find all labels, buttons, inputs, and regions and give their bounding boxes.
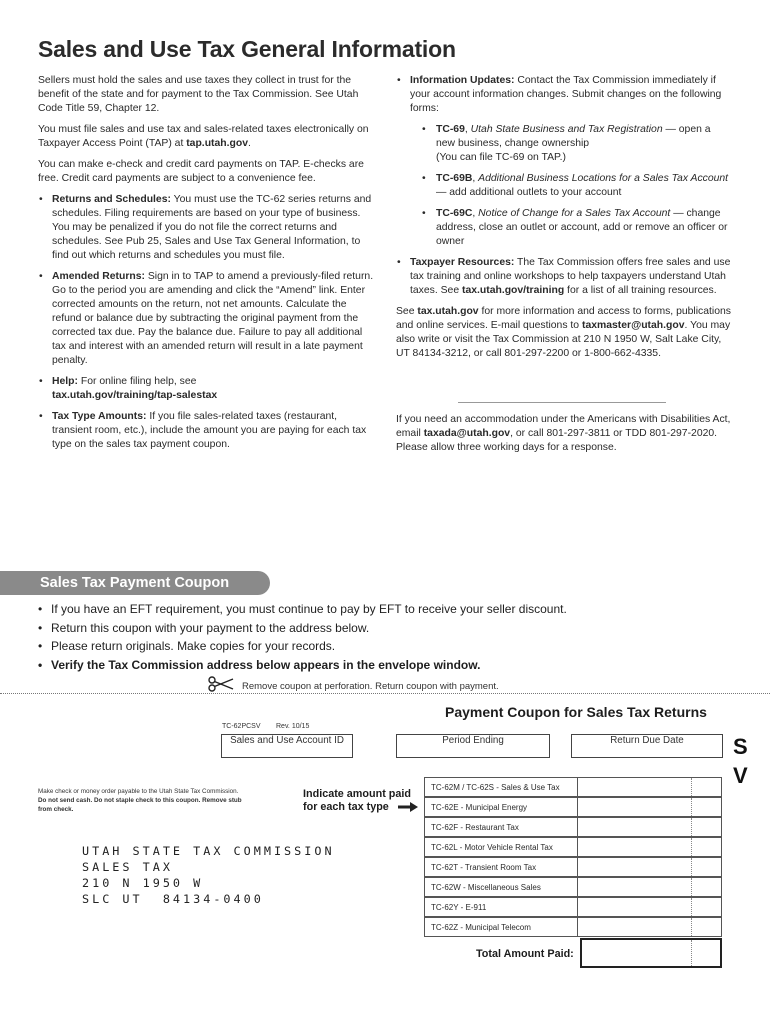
training-resources-link[interactable]: tax.utah.gov/training (461, 285, 565, 296)
taxada-email[interactable]: taxada@utah.gov (423, 428, 511, 439)
side-letters: S V (733, 734, 748, 788)
tax-utah-link[interactable]: tax.utah.gov (417, 306, 479, 317)
table-row[interactable]: TC-62Y - E-911 (424, 897, 722, 917)
total-amount-field[interactable] (580, 938, 722, 968)
taxpayer-resources-item: • Taxpayer Resources: The Tax Commission offers free sales and use tax training and online workshops to help taxpayers understand Utah taxes. See tax.utah.gov/training for a list of all training resources. (396, 256, 732, 298)
period-ending-field[interactable]: Period Ending (396, 734, 550, 758)
table-row[interactable]: TC-62W - Miscellaneous Sales (424, 877, 722, 897)
table-row[interactable]: TC-62F - Restaurant Tax (424, 817, 722, 837)
list-item: • Return this coupon with your payment to the address below. (38, 619, 567, 638)
coupon-instructions (38, 600, 567, 674)
information-updates-item: • Information Updates: Contact the Tax Commission immediately if your account information changes. Submit changes on the following forms: (396, 74, 732, 116)
table-row[interactable]: TC-62M / TC-62S - Sales & Use Tax (424, 777, 722, 797)
help-item: • Help: For online filing help, see tax.utah.gov/training/tap-salestax (38, 375, 376, 403)
right-column (396, 74, 732, 368)
tax-type-amounts-item: • Tax Type Amounts: If you file sales-related taxes (restaurant, transient room, etc.), include the amount you are paying for each tax type on the sales tax payment coupon. (38, 410, 376, 452)
contact-paragraph: See tax.utah.gov for more information and access to forms, publications and online services. E-mail questions to taxmaster@utah.gov. You may also write or visit the Tax Commission at 210 N 1950 W, Salt Lake City, UT 84134-3212, or call 801-297-2200 or 1-800-662-4335. (396, 306, 731, 359)
arrow-right-icon (398, 802, 418, 812)
indicate-amount-label: Indicate amount paid for each tax type (303, 788, 411, 813)
list-item: • Please return originals. Make copies for your records. (38, 637, 567, 656)
payment-note: Make check or money order payable to the Utah State Tax Commission. Do not send cash. Do not staple check to this coupon. Remove stub from check. (38, 788, 242, 813)
tap-link[interactable]: tap.utah.gov (186, 138, 248, 149)
tc69c-item: • TC-69C, Notice of Change for a Sales Tax Account — change address, close an outlet or account, add or remove an officer or owner (396, 207, 732, 249)
scissors-icon (208, 676, 234, 692)
perforation-instruction: Remove coupon at perforation. Return coupon with payment. (242, 681, 499, 692)
returns-schedules-item: • Returns and Schedules: You must use the TC-62 series returns and schedules. Filing requirements are based on your type of business. You may be penalized if you do not file the correct returns and schedules. See Pub 25, Sales and Use Tax General Information, to find out which returns and schedules you must file. (38, 193, 376, 263)
page-title: Sales and Use Tax General Information (38, 36, 456, 62)
training-link[interactable]: tax.utah.gov/training/tap-salestax (52, 390, 218, 401)
coupon-title: Payment Coupon for Sales Tax Returns (445, 704, 707, 720)
table-row[interactable]: TC-62T - Transient Room Tax (424, 857, 722, 877)
list-item: • Verify the Tax Commission address below appears in the envelope window. (38, 656, 567, 675)
ada-paragraph: If you need an accommodation under the Americans with Disabilities Act, email taxada@utah.gov, or call 801-297-3811 or TDD 801-297-2020. Please allow three working days for a response. (396, 414, 731, 453)
list-item: • If you have an EFT requirement, you must continue to pay by EFT to receive your seller discount. (38, 600, 567, 619)
section-divider (458, 402, 666, 403)
trust-paragraph: Sellers must hold the sales and use taxes they collect in trust for the benefit of the state and for payment to the Tax Commission. See Utah Code Title 59, Chapter 12. (38, 75, 359, 114)
form-id: TC-62PCSV (222, 723, 261, 730)
left-column (38, 74, 376, 459)
coupon-section-banner: Sales Tax Payment Coupon (0, 571, 270, 595)
mailing-address: UTAH STATE TAX COMMISSION SALES TAX 210 N 1950 W SLC UT 84134-0400 (82, 844, 335, 906)
total-amount-label: Total Amount Paid: (476, 948, 574, 960)
payments-paragraph: You can make e-check and credit card payments on TAP. E-checks are free. Credit card payments are subject to a convenience fee. (38, 159, 364, 184)
electronic-filing-paragraph: You must file sales and use tax and sales-related taxes electronically on Taxpayer Access Point (TAP) at tap.utah.gov. (38, 124, 369, 149)
taxmaster-email[interactable]: taxmaster@utah.gov (581, 320, 685, 331)
return-due-date-field[interactable]: Return Due Date (571, 734, 723, 758)
tc69b-item: • TC-69B, Additional Business Locations for a Sales Tax Account — add additional outlets to your account (396, 172, 732, 200)
form-revision: Rev. 10/15 (276, 723, 310, 730)
tc69-item: • TC-69, Utah State Business and Tax Registration — open a new business, change ownership (You can file TC-69 on TAP.) (396, 123, 732, 165)
account-id-field[interactable]: Sales and Use Account ID (221, 734, 353, 758)
perforation-line (0, 693, 770, 694)
table-row[interactable]: TC-62Z - Municipal Telecom (424, 917, 722, 937)
table-row[interactable]: TC-62L - Motor Vehicle Rental Tax (424, 837, 722, 857)
table-row[interactable]: TC-62E - Municipal Energy (424, 797, 722, 817)
amended-returns-item: • Amended Returns: Sign in to TAP to amend a previously-filed return. Go to the period you are amending and click the “Amend” link. Enter corrected amounts on the return, not net amounts. Calculate the refund or balance due by subtracting the original payment from the corrected tax due. Pay the balance due. Failure to pay all additional tax and interest with an amended return will result in a late payment penalty. (38, 270, 376, 368)
